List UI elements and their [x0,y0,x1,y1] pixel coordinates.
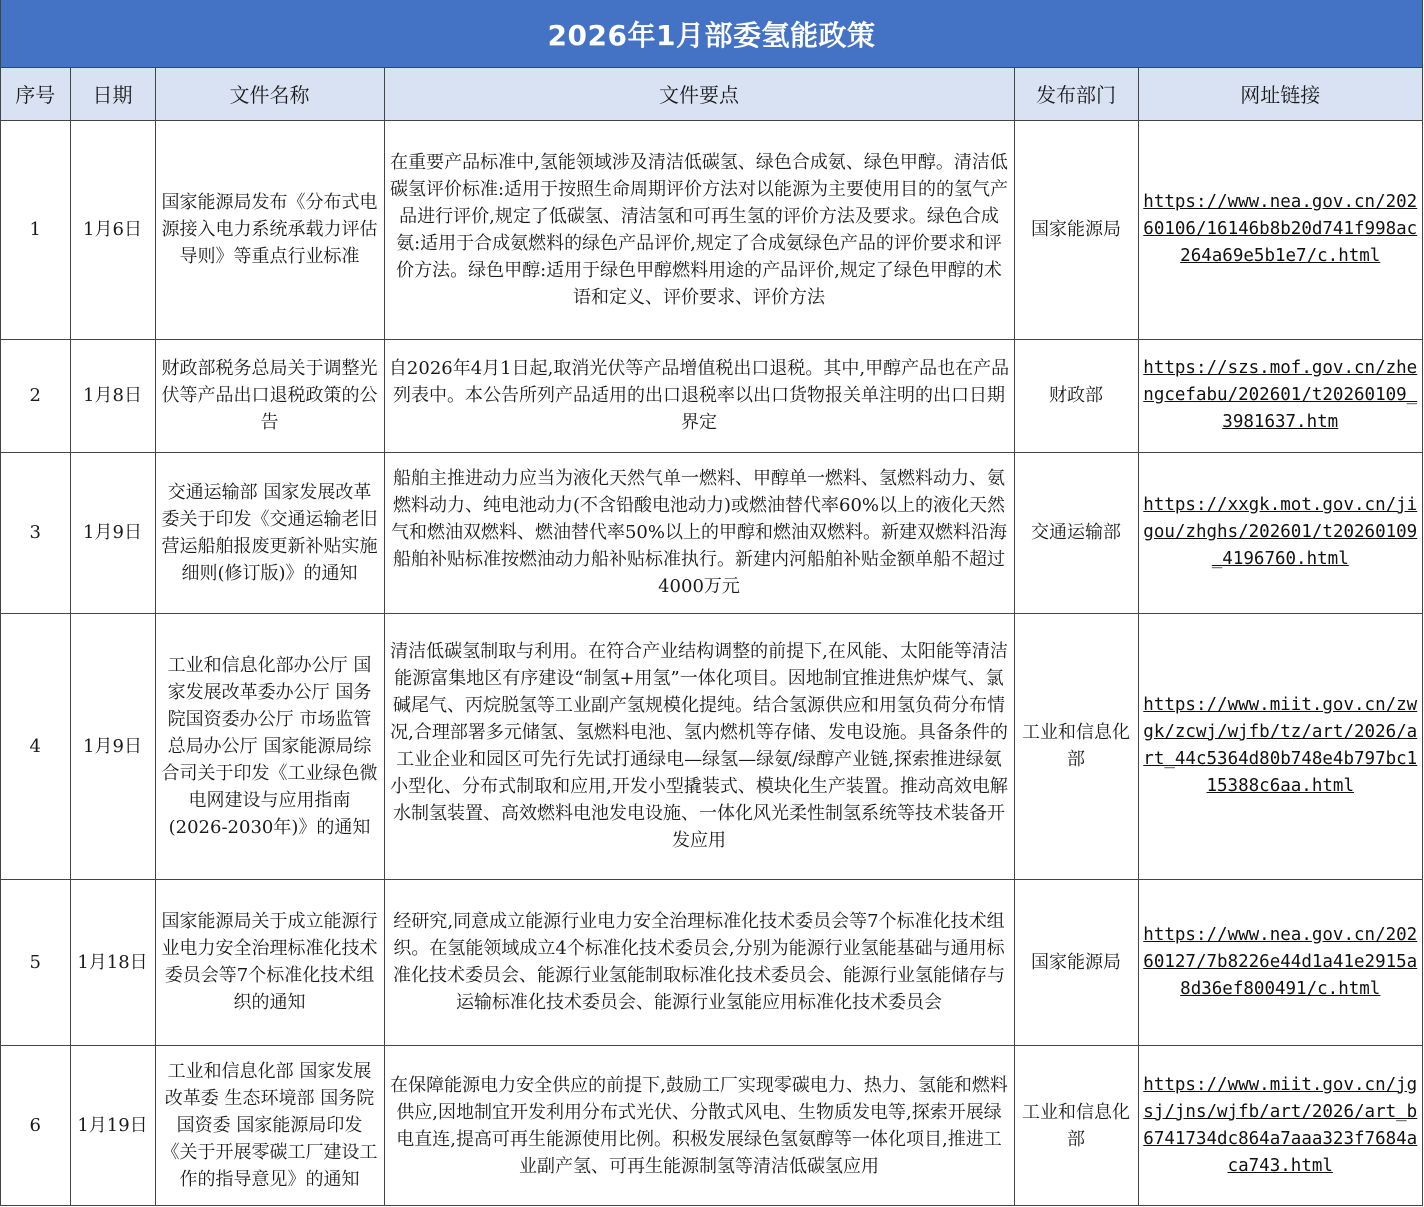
header-date: 日期 [70,68,155,120]
table-row [1,339,1422,452]
row-link-cell [1138,1045,1422,1206]
row-department: 国家能源局 [1014,879,1138,1045]
row-file-name: 国家能源局关于成立能源行业电力安全治理标准化技术委员会等7个标准化技术组织的通知 [155,879,384,1045]
row-date: 1月8日 [70,339,155,452]
row-index: 4 [1,613,70,879]
table-row [1,1045,1422,1206]
row-key-points: 自2026年4月1日起,取消光伏等产品增值税出口退税。其中,甲醇产品也在产品列表中。本公告所列产品适用的出口退税率以出口货物报关单注明的出口日期界定 [384,339,1014,452]
row-department: 财政部 [1014,339,1138,452]
table-row [1,879,1422,1045]
row-department: 工业和信息化部 [1014,613,1138,879]
row-link-cell [1138,452,1422,613]
row-file-name: 工业和信息化部办公厅 国家发展改革委办公厅 国务院国资委办公厅 市场监管总局办公厅 国家能源局综合司关于印发《工业绿色微电网建设与应用指南(2026-2030年)》的通知 [155,613,384,879]
header-index: 序号 [1,68,70,120]
header-row [1,68,1422,120]
row-index: 5 [1,879,70,1045]
row-key-points: 在保障能源电力安全供应的前提下,鼓励工厂实现零碳电力、热力、氢能和燃料供应,因地制宜开发利用分布式光伏、分散式风电、生物质发电等,探索开展绿电直连,提高可再生能源使用比例。积极发展绿色氢氨醇等一体化项目,推进工业副产氢、可再生能源制氢等清洁低碳氢应用 [384,1045,1014,1206]
row-url-link[interactable]: https://szs.mof.gov.cn/zhengcefabu/202601/t20260109_3981637.htm [1143,358,1418,432]
table-row [1,120,1422,339]
row-url-link[interactable]: https://www.nea.gov.cn/20260127/7b8226e44d1a41e2915a8d36ef800491/c.html [1143,924,1418,999]
row-url-link[interactable]: https://www.miit.gov.cn/jgsj/jns/wjfb/art/2026/art_b6741734dc864a7aaa323f7684aca743.html [1143,1074,1418,1176]
row-file-name: 交通运输部 国家发展改革委关于印发《交通运输老旧营运船舶报废更新补贴实施细则(修订版)》的通知 [155,452,384,613]
row-date: 1月6日 [70,120,155,339]
header-url: 网址链接 [1138,68,1422,120]
table-row [1,613,1422,879]
row-index: 3 [1,452,70,613]
table-title: 2026年1月部委氢能政策 [1,0,1422,68]
row-key-points: 经研究,同意成立能源行业电力安全治理标准化技术委员会等7个标准化技术组织。在氢能领域成立4个标准化技术委员会,分别为能源行业氢能基础与通用标准化技术委员会、能源行业氢能制取标准化技术委员会、能源行业氢能储存与运输标准化技术委员会、能源行业氢能应用标准化技术委员会 [384,879,1014,1045]
policy-table [1,68,1422,1206]
row-link-cell [1138,120,1422,339]
header-dept: 发布部门 [1014,68,1138,120]
row-date: 1月9日 [70,452,155,613]
row-link-cell [1138,613,1422,879]
row-date: 1月18日 [70,879,155,1045]
table-row [1,452,1422,613]
row-file-name: 财政部税务总局关于调整光伏等产品出口退税政策的公告 [155,339,384,452]
row-key-points: 清洁低碳氢制取与利用。在符合产业结构调整的前提下,在风能、太阳能等清洁能源富集地区有序建设“制氢+用氢”一体化项目。因地制宜推进焦炉煤气、氯碱尾气、丙烷脱氢等工业副产氢规模化提纯。结合氢源供应和用氢负荷分布情况,合理部署多元储氢、氢燃料电池、氢内燃机等存储、发电设施。具备条件的工业企业和园区可先行先试打通绿电—绿氢—绿氨/绿醇产业链,探索推进绿氨小型化、分布式制取和应用,开发小型撬装式、模块化生产装置。推动高效电解水制氢装置、高效燃料电池发电设施、一体化风光柔性制氢系统等技术装备开发应用 [384,613,1014,879]
header-name: 文件名称 [155,68,384,120]
row-link-cell [1138,339,1422,452]
row-index: 2 [1,339,70,452]
row-url-link[interactable]: https://xxgk.mot.gov.cn/jigou/zhghs/202601/t20260109_4196760.html [1143,495,1418,569]
row-url-link[interactable]: https://www.nea.gov.cn/20260106/16146b8b20d741f998ac264a69e5b1e7/c.html [1143,192,1418,266]
row-index: 6 [1,1045,70,1206]
row-department: 交通运输部 [1014,452,1138,613]
row-key-points: 在重要产品标准中,氢能领域涉及清洁低碳氢、绿色合成氨、绿色甲醇。清洁低碳氢评价标准:适用于按照生命周期评价方法对以能源为主要使用目的的氢气产品进行评价,规定了低碳氢、清洁氢和可再生氢的评价方法及要求。绿色合成氨:适用于合成氨燃料的绿色产品评价,规定了合成氨绿色产品的评价要求和评价方法。绿色甲醇:适用于绿色甲醇燃料用途的产品评价,规定了绿色甲醇的术语和定义、评价要求、评价方法 [384,120,1014,339]
row-file-name: 国家能源局发布《分布式电源接入电力系统承载力评估导则》等重点行业标准 [155,120,384,339]
row-file-name: 工业和信息化部 国家发展改革委 生态环境部 国务院国资委 国家能源局印发《关于开展零碳工厂建设工作的指导意见》的通知 [155,1045,384,1206]
header-points: 文件要点 [384,68,1014,120]
row-index: 1 [1,120,70,339]
row-url-link[interactable]: https://www.miit.gov.cn/zwgk/zcwj/wjfb/tz/art/2026/art_44c5364d80b748e4b797bc115388c6aa.html [1143,695,1418,796]
row-date: 1月9日 [70,613,155,879]
row-link-cell [1138,879,1422,1045]
row-department: 工业和信息化部 [1014,1045,1138,1206]
row-date: 1月19日 [70,1045,155,1206]
row-key-points: 船舶主推进动力应当为液化天然气单一燃料、甲醇单一燃料、氢燃料动力、氨燃料动力、纯电池动力(不含铅酸电池动力)或燃油替代率60%以上的液化天然气和燃油双燃料、燃油替代率50%以上的甲醇和燃油双燃料。新建双燃料沿海船舶补贴标准按燃油动力船补贴标准执行。新建内河船舶补贴金额单船不超过4000万元 [384,452,1014,613]
row-department: 国家能源局 [1014,120,1138,339]
